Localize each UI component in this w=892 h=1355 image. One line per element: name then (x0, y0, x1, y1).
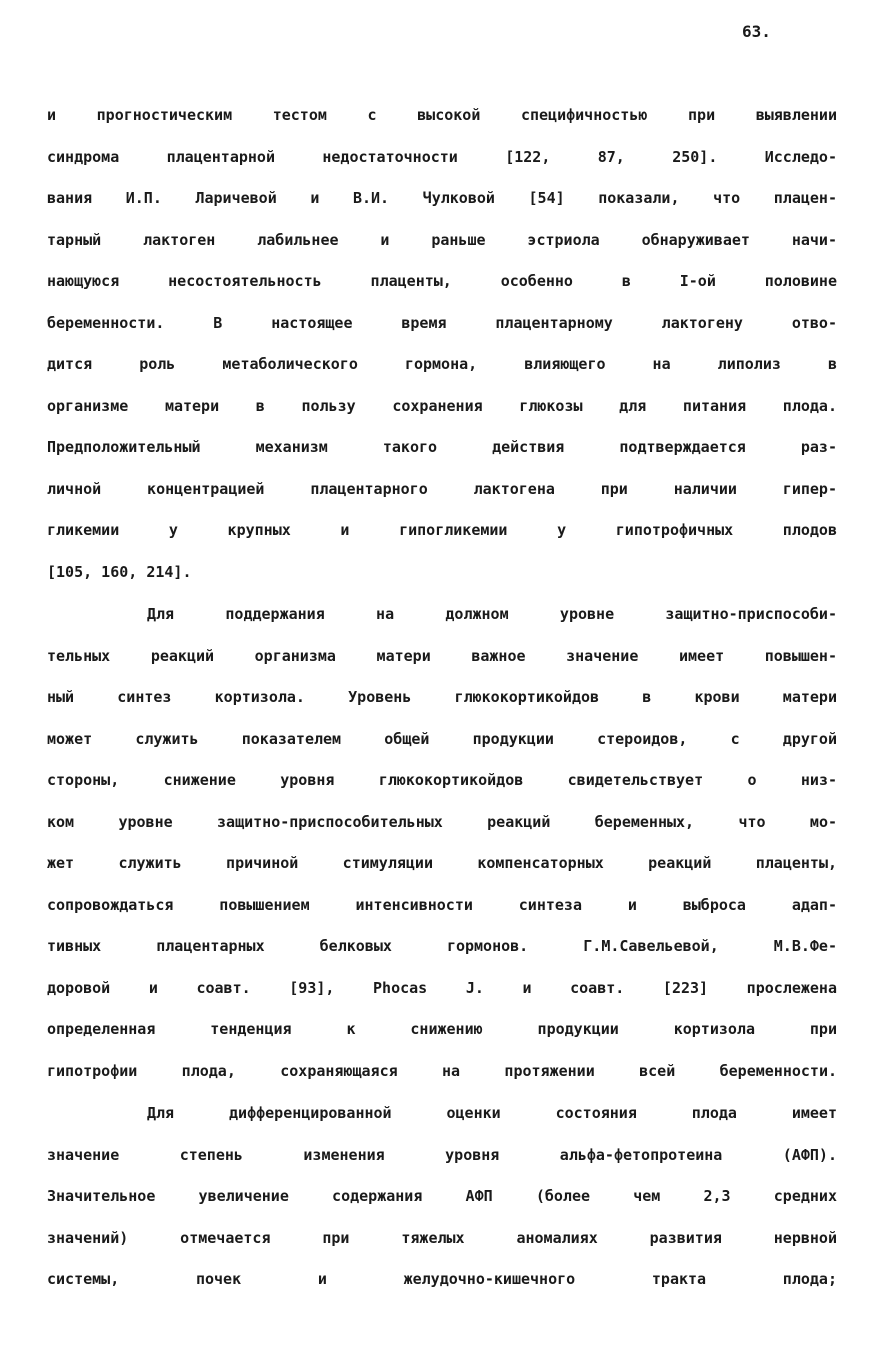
text-line: синдрома плацентарной недостаточности [122, 87, 250]. Исследо- (47, 147, 837, 166)
text-line: и прогностическим тестом с высокой специфичностью при выявлении (47, 106, 837, 124)
text-line: сопровождаться повышением интенсивности синтеза и выброса адап- (47, 895, 837, 914)
text-line: тельных реакций организма матери важное значение имеет повышен- (47, 646, 837, 665)
text-line: организме матери в пользу сохранения глюкозы для питания плода. (47, 396, 837, 415)
text-line: дится роль метаболического гормона, влияющего на липолиз в (47, 355, 837, 373)
paragraph-2 (47, 594, 837, 1092)
text-line: Для поддержания на должном уровне защитно-приспособи- (147, 605, 837, 623)
text-line: Для дифференцированной оценки состояния плода имеет (147, 1104, 837, 1122)
text-line: ный синтез кортизола. Уровень глюкокортикойдов в крови матери (47, 688, 837, 706)
text-line: нающуюся несостоятельность плаценты, особенно в I-ой половине (47, 272, 837, 290)
text-line: ком уровне защитно-приспособительных реакций беременных, что мо- (47, 812, 837, 831)
text-line: беременности. В настоящее время плацентарному лактогену отво- (47, 313, 837, 332)
text-line: тивных плацентарных белковых гормонов. Г.М.Савельевой, М.В.Фе- (47, 937, 837, 955)
text-line: системы, почек и желудочно-кишечного тракта плода; (47, 1270, 837, 1288)
text-line: жет служить причиной стимуляции компенсаторных реакций плаценты, (47, 854, 837, 872)
text-line: Предположительный механизм такого действия подтверждается раз- (47, 438, 837, 456)
text-line: определенная тенденция к снижению продукции кортизола при (47, 1020, 837, 1038)
text-line: значение степень изменения уровня альфа-фетопротеина (АФП). (47, 1145, 837, 1164)
paragraph-1 (47, 95, 837, 593)
text-line: [105, 160, 214]. (47, 562, 192, 581)
text-line: тарный лактоген лабильнее и раньше эстриола обнаруживает начи- (47, 230, 837, 249)
text-line: доровой и соавт. [93], Phocas J. и соавт. [223] прослежена (47, 978, 837, 997)
text-line: Значительное увеличение содержания АФП (более чем 2,3 средних (47, 1187, 837, 1205)
text-line: стороны, снижение уровня глюкокортикойдов свидетельствует о низ- (47, 771, 837, 789)
text-line: гипотрофии плода, сохраняющаяся на протяжении всей беременности. (47, 1061, 837, 1080)
paragraph-3 (47, 1093, 837, 1301)
text-line: личной концентрацией плацентарного лактогена при наличии гипер- (47, 479, 837, 498)
text-line: вания И.П. Ларичевой и В.И. Чулковой [54] показали, что плацен- (47, 189, 837, 207)
text-line: значений) отмечается при тяжелых аномалиях развития нервной (47, 1228, 837, 1247)
text-line: гликемии у крупных и гипогликемии у гипотрофичных плодов (47, 521, 837, 539)
text-line: может служить показателем общей продукции стероидов, с другой (47, 729, 837, 748)
page-number: 63. (742, 22, 771, 41)
